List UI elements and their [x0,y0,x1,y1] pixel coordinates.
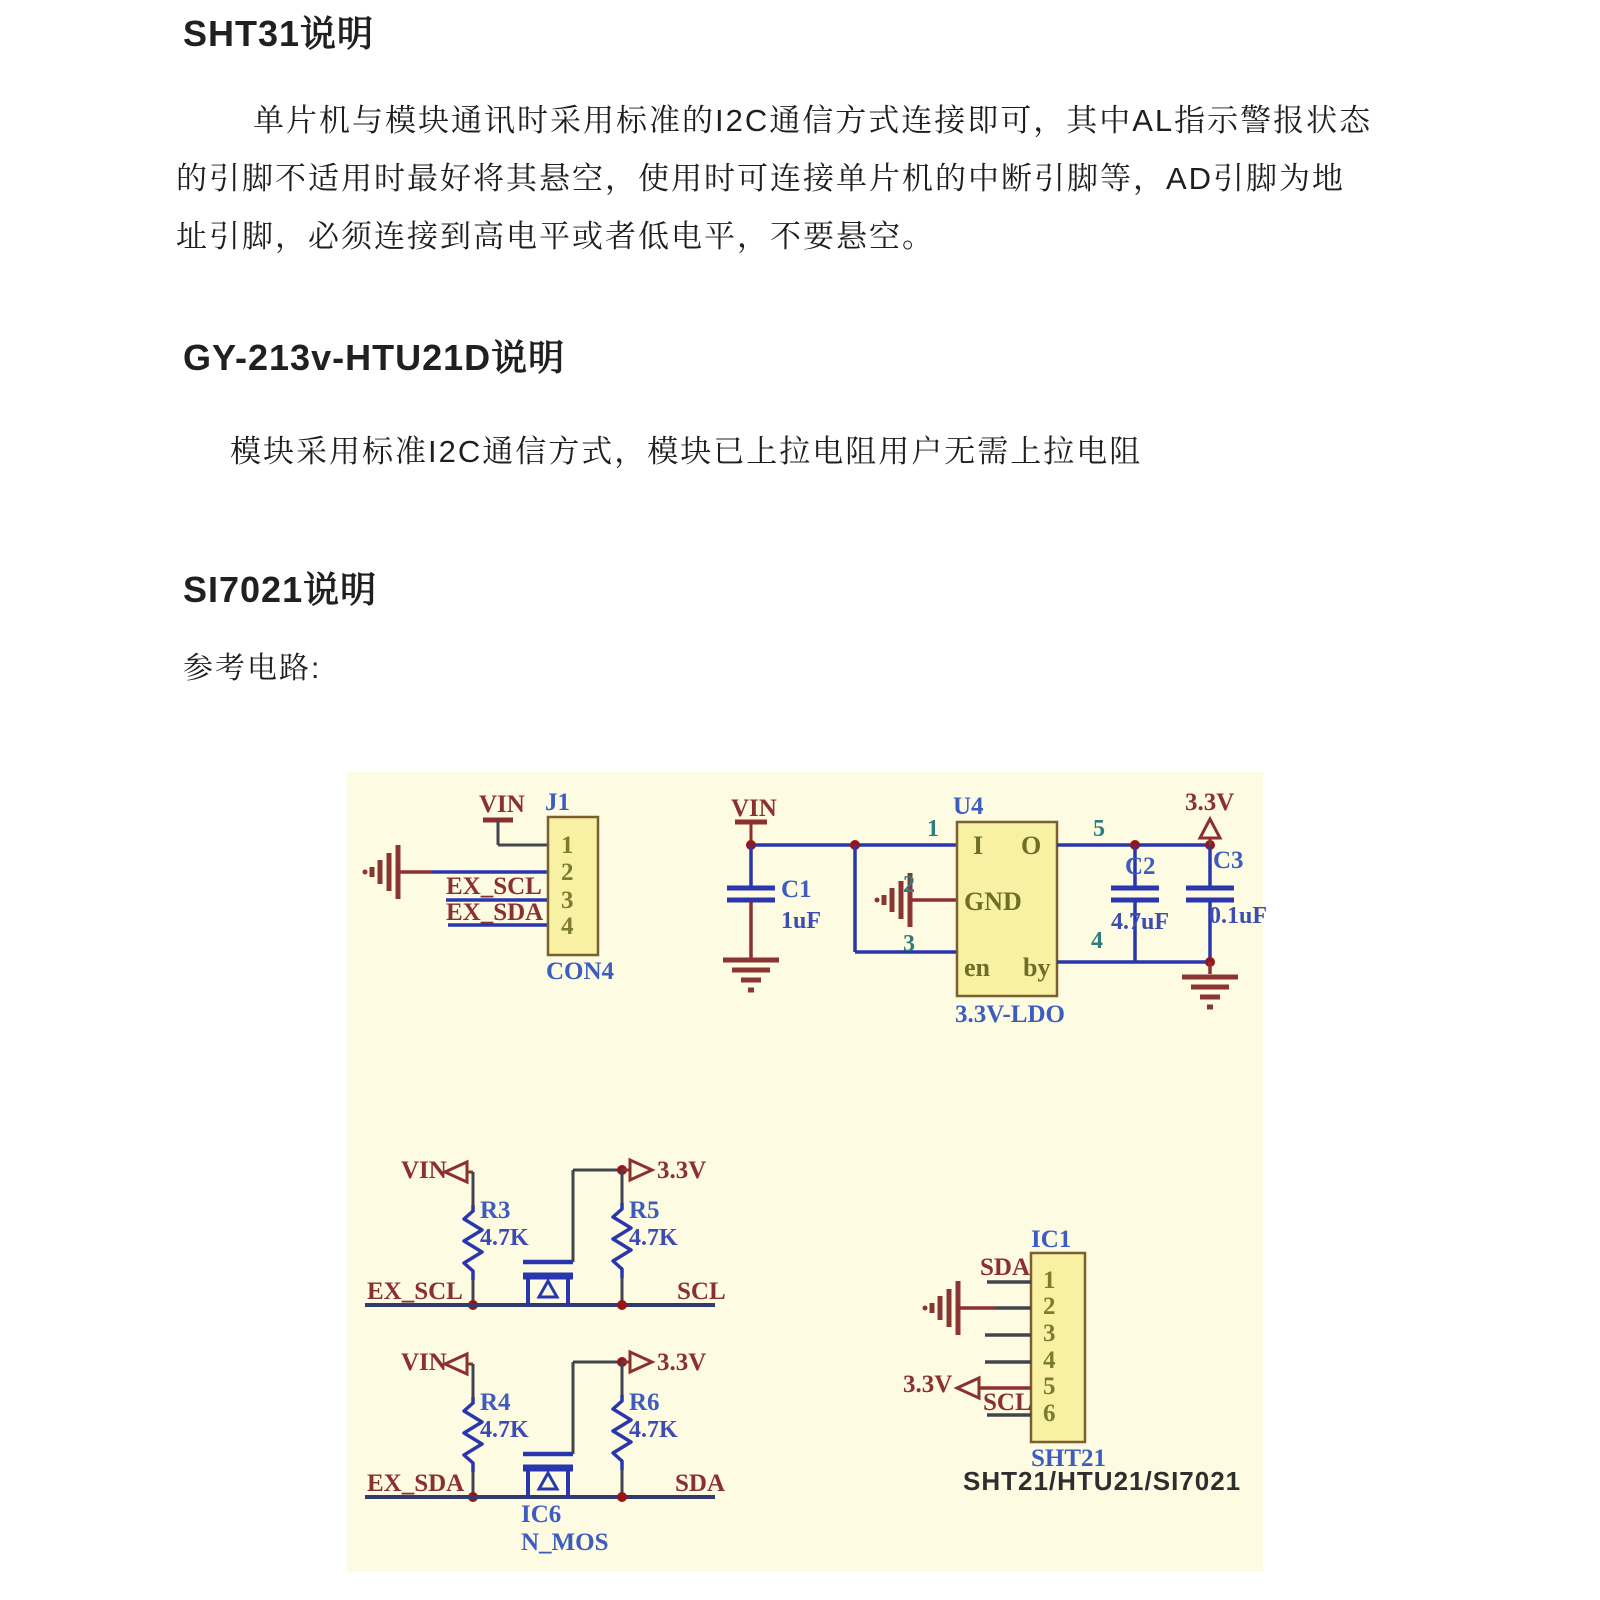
paragraph-line: 单片机与模块通讯时采用标准的I2C通信方式连接即可，其中AL指示警报状态 [253,103,1373,138]
net-label-scl: SCL [983,1389,1032,1416]
j1-pin-number: 2 [561,859,574,886]
value-c3: 0.1uF [1209,903,1268,929]
net-label-ex-sda: EX_SDA [367,1470,465,1497]
net-label-3v3: 3.3V [1185,789,1235,816]
designator-c1: C1 [781,876,812,903]
value-c2: 4.7uF [1111,909,1170,935]
net-label-3v3: 3.3V [657,1157,707,1184]
ic1-caption: SHT21/HTU21/SI7021 [963,1466,1242,1496]
value-r5: 4.7K [629,1225,678,1251]
ldo-pin-number-5: 5 [1093,816,1105,842]
section-heading-htu21d: GY-213v-HTU21D说明 [183,337,566,378]
net-label-scl: SCL [677,1278,726,1305]
schematic-panel [347,772,1268,1572]
j1-pin-number: 3 [561,887,574,914]
ldo-pin-number-1: 1 [927,816,939,842]
designator-r3: R3 [480,1197,511,1224]
value-c1: 1uF [781,908,822,934]
value-r3: 4.7K [480,1225,529,1251]
mosfet-name: N_MOS [521,1529,609,1556]
value-r4: 4.7K [480,1417,529,1443]
net-label-sda: SDA [675,1470,726,1497]
ic1-pin-number: 4 [1043,1347,1056,1374]
paragraph-line: 的引脚不适用时最好将其悬空，使用时可连接单片机的中断引脚等，AD引脚为地 [176,161,1346,196]
paragraph-line: 模块采用标准I2C通信方式，模块已上拉电阻用户无需上拉电阻 [230,434,1143,469]
ic1-pin-number: 1 [1043,1267,1056,1294]
net-label-vin: VIN [731,795,777,822]
net-label-ex-scl: EX_SCL [367,1278,463,1305]
j1-pin-number: 4 [561,913,574,940]
net-label-ex-sda: EX_SDA [446,899,544,926]
net-label-vin: VIN [401,1157,447,1184]
section-heading-si7021: SI7021说明 [183,569,378,610]
ic1-pin-number: 6 [1043,1400,1056,1427]
circuit-caption: 参考电路: [183,652,322,685]
j1-pin-number: 1 [561,832,574,859]
net-label-ex-scl: EX_SCL [446,873,542,900]
ldo-pin-in: I [973,831,984,860]
net-label-sda: SDA [980,1254,1031,1281]
designator-u4: U4 [953,793,984,820]
ldo-pin-number-3: 3 [903,931,915,957]
ldo-pin-out: O [1021,831,1042,860]
designator-ic1: IC1 [1031,1226,1072,1253]
value-r6: 4.7K [629,1417,678,1443]
net-label-3v3: 3.3V [903,1371,953,1398]
net-label-vin: VIN [479,791,525,818]
ic1-pin-number: 5 [1043,1373,1056,1400]
designator-c2: C2 [1125,853,1156,880]
designator-r6: R6 [629,1389,660,1416]
designator-ic6: IC6 [521,1501,562,1528]
ldo-pin-number-2: 2 [903,872,915,898]
designator-r5: R5 [629,1197,660,1224]
ldo-pin-number-4: 4 [1091,928,1103,954]
designator-j1: J1 [545,789,570,816]
ic1-pin-number: 2 [1043,1293,1056,1320]
ldo-pin-en: en [964,953,990,982]
designator-r4: R4 [480,1389,511,1416]
section-heading-sht31: SHT31说明 [183,13,375,54]
ldo-name: 3.3V-LDO [955,1001,1065,1028]
ic1-name: SHT21 [1031,1445,1107,1472]
net-label-3v3: 3.3V [657,1349,707,1376]
paragraph-line: 址引脚，必须连接到高电平或者低电平，不要悬空。 [176,219,935,254]
ic1-pin-number: 3 [1043,1320,1056,1347]
designator-c3: C3 [1213,847,1244,874]
net-label-vin: VIN [401,1349,447,1376]
ldo-pin-by: by [1023,953,1051,982]
footprint-con4: CON4 [546,958,615,985]
ldo-pin-gnd: GND [964,887,1022,916]
